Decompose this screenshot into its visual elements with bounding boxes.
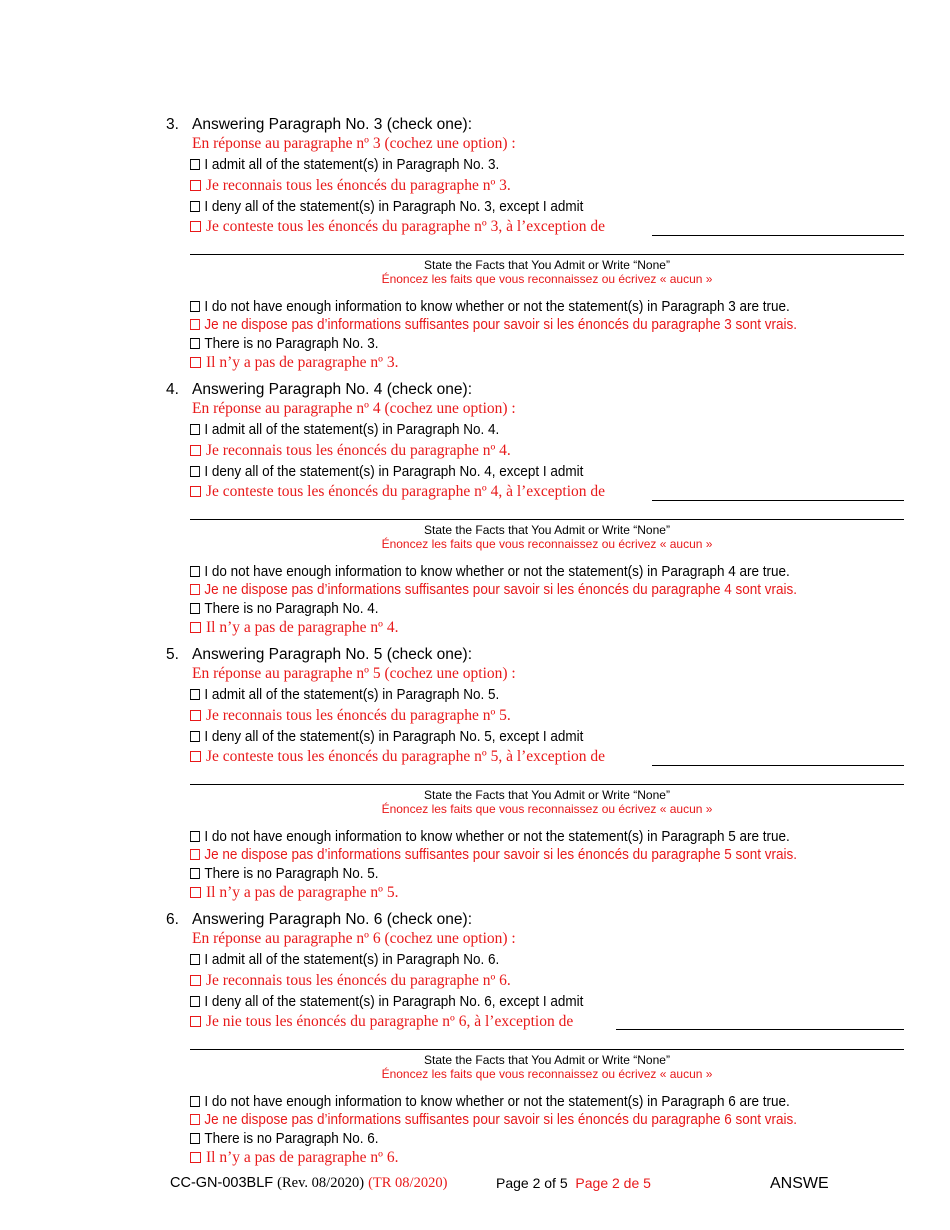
no-paragraph-option[interactable]: There is no Paragraph No. 4.: [190, 600, 379, 618]
page-number: Page 2 of 5 Page 2 de 5: [496, 1175, 651, 1191]
facts-caption-fr: Énoncez les faits que vous reconnaissez ou écrivez « aucun »: [381, 1067, 713, 1081]
question-label-fr: En réponse au paragraphe nº 3 (cochez une option) :: [192, 135, 516, 152]
no-paragraph-option-fr[interactable]: Il n’y a pas de paragraphe nº 3.: [190, 354, 398, 372]
admit-all-option-fr[interactable]: Je reconnais tous les énoncés du paragraphe nº 4.: [190, 442, 511, 460]
facts-caption-fr: Énoncez les faits que vous reconnaissez ou écrivez « aucun »: [381, 272, 713, 286]
checkbox[interactable]: [190, 731, 200, 742]
question-label-fr: En réponse au paragraphe nº 5 (cochez une option) :: [192, 665, 516, 682]
no-info-option-fr[interactable]: Je ne dispose pas d’informations suffisantes pour savoir si les énoncés du paragraphe 6 sont vrais.: [190, 1111, 797, 1129]
admitted-facts-field[interactable]: [616, 1029, 904, 1030]
no-info-option[interactable]: I do not have enough information to know whether or not the statement(s) in Paragraph 6 are true.: [190, 1093, 790, 1111]
item-number: 5.: [166, 646, 179, 663]
no-info-option-fr[interactable]: Je ne dispose pas d’informations suffisantes pour savoir si les énoncés du paragraphe 5 sont vrais.: [190, 846, 797, 864]
no-paragraph-option-fr[interactable]: Il n’y a pas de paragraphe nº 6.: [190, 1149, 398, 1167]
checkbox[interactable]: [190, 751, 201, 762]
checkbox[interactable]: [190, 159, 200, 170]
page-number-fr: Page 2 de 5: [575, 1175, 651, 1191]
checkbox[interactable]: [190, 603, 200, 614]
item-number: 3.: [166, 116, 179, 133]
no-paragraph-option[interactable]: There is no Paragraph No. 6.: [190, 1130, 379, 1148]
admit-all-option-fr[interactable]: Je reconnais tous les énoncés du paragraphe nº 6.: [190, 972, 511, 990]
admitted-facts-field-line-2[interactable]: [190, 1049, 904, 1050]
checkbox[interactable]: [190, 689, 200, 700]
no-info-option[interactable]: I do not have enough information to know whether or not the statement(s) in Paragraph 3 are true.: [190, 298, 790, 316]
no-paragraph-option-fr[interactable]: Il n’y a pas de paragraphe nº 5.: [190, 884, 398, 902]
question-label: Answering Paragraph No. 6 (check one):: [192, 911, 473, 928]
form-title: ANSWE: [770, 1175, 829, 1192]
admit-all-option[interactable]: I admit all of the statement(s) in Paragraph No. 5.: [190, 686, 499, 704]
checkbox[interactable]: [190, 1114, 200, 1125]
admit-all-option-fr[interactable]: Je reconnais tous les énoncés du paragraphe nº 5.: [190, 707, 511, 725]
checkbox[interactable]: [190, 1096, 200, 1107]
form-translation-revision: (TR 08/2020): [368, 1175, 448, 1191]
deny-all-option-fr[interactable]: Je conteste tous les énoncés du paragraphe nº 5, à l’exception de: [190, 748, 605, 766]
facts-caption: State the Facts that You Admit or Write “None”: [424, 523, 670, 537]
no-paragraph-option[interactable]: There is no Paragraph No. 5.: [190, 865, 379, 883]
admit-all-option[interactable]: I admit all of the statement(s) in Paragraph No. 4.: [190, 421, 499, 439]
no-info-option[interactable]: I do not have enough information to know whether or not the statement(s) in Paragraph 5 are true.: [190, 828, 790, 846]
checkbox[interactable]: [190, 975, 201, 986]
checkbox[interactable]: [190, 1016, 201, 1027]
checkbox[interactable]: [190, 887, 201, 898]
question-label-fr: En réponse au paragraphe nº 4 (cochez une option) :: [192, 400, 516, 417]
admitted-facts-field-line-2[interactable]: [190, 254, 904, 255]
checkbox[interactable]: [190, 180, 201, 191]
admitted-facts-field-line-2[interactable]: [190, 784, 904, 785]
checkbox[interactable]: [190, 486, 201, 497]
facts-caption: State the Facts that You Admit or Write “None”: [424, 788, 670, 802]
admit-all-option[interactable]: I admit all of the statement(s) in Paragraph No. 6.: [190, 951, 499, 969]
checkbox[interactable]: [190, 221, 201, 232]
facts-caption: State the Facts that You Admit or Write “None”: [424, 258, 670, 272]
checkbox[interactable]: [190, 954, 200, 965]
deny-all-option[interactable]: I deny all of the statement(s) in Paragraph No. 5, except I admit: [190, 728, 583, 746]
no-paragraph-option-fr[interactable]: Il n’y a pas de paragraphe nº 4.: [190, 619, 398, 637]
no-paragraph-option[interactable]: There is no Paragraph No. 3.: [190, 335, 379, 353]
checkbox[interactable]: [190, 996, 200, 1007]
question-label: Answering Paragraph No. 5 (check one):: [192, 646, 473, 663]
facts-caption-fr: Énoncez les faits que vous reconnaissez ou écrivez « aucun »: [381, 802, 713, 816]
checkbox[interactable]: [190, 424, 200, 435]
checkbox[interactable]: [190, 566, 200, 577]
admitted-facts-field-line-2[interactable]: [190, 519, 904, 520]
checkbox[interactable]: [190, 1133, 200, 1144]
checkbox[interactable]: [190, 849, 200, 860]
checkbox[interactable]: [190, 445, 201, 456]
question-label: Answering Paragraph No. 3 (check one):: [192, 116, 473, 133]
no-info-option-fr[interactable]: Je ne dispose pas d’informations suffisantes pour savoir si les énoncés du paragraphe 4 sont vrais.: [190, 581, 797, 599]
deny-all-option-fr[interactable]: Je conteste tous les énoncés du paragraphe nº 3, à l’exception de: [190, 218, 605, 236]
item-number: 4.: [166, 381, 179, 398]
checkbox[interactable]: [190, 301, 200, 312]
question-label: Answering Paragraph No. 4 (check one):: [192, 381, 473, 398]
checkbox[interactable]: [190, 584, 200, 595]
admitted-facts-field[interactable]: [652, 500, 904, 501]
checkbox[interactable]: [190, 868, 200, 879]
deny-all-option-fr[interactable]: Je conteste tous les énoncés du paragraphe nº 4, à l’exception de: [190, 483, 605, 501]
checkbox[interactable]: [190, 1152, 201, 1163]
checkbox[interactable]: [190, 319, 200, 330]
admitted-facts-field[interactable]: [652, 765, 904, 766]
checkbox[interactable]: [190, 622, 201, 633]
deny-all-option[interactable]: I deny all of the statement(s) in Paragraph No. 3, except I admit: [190, 198, 583, 216]
checkbox[interactable]: [190, 466, 200, 477]
no-info-option[interactable]: I do not have enough information to know whether or not the statement(s) in Paragraph 4 are true.: [190, 563, 790, 581]
admitted-facts-field[interactable]: [652, 235, 904, 236]
item-number: 6.: [166, 911, 179, 928]
form-id: CC-GN-003BLF: [170, 1175, 274, 1191]
form-revision: (Rev. 08/2020): [277, 1175, 365, 1191]
facts-caption: State the Facts that You Admit or Write “None”: [424, 1053, 670, 1067]
checkbox[interactable]: [190, 201, 200, 212]
facts-caption-fr: Énoncez les faits que vous reconnaissez ou écrivez « aucun »: [381, 537, 713, 551]
deny-all-option-fr[interactable]: Je nie tous les énoncés du paragraphe nº 6, à l’exception de: [190, 1013, 573, 1031]
admit-all-option-fr[interactable]: Je reconnais tous les énoncés du paragraphe nº 3.: [190, 177, 511, 195]
admit-all-option[interactable]: I admit all of the statement(s) in Paragraph No. 3.: [190, 156, 499, 174]
checkbox[interactable]: [190, 831, 200, 842]
deny-all-option[interactable]: I deny all of the statement(s) in Paragraph No. 6, except I admit: [190, 993, 583, 1011]
no-info-option-fr[interactable]: Je ne dispose pas d’informations suffisantes pour savoir si les énoncés du paragraphe 3 sont vrais.: [190, 316, 797, 334]
checkbox[interactable]: [190, 357, 201, 368]
deny-all-option[interactable]: I deny all of the statement(s) in Paragraph No. 4, except I admit: [190, 463, 583, 481]
checkbox[interactable]: [190, 710, 201, 721]
checkbox[interactable]: [190, 338, 200, 349]
footer: [170, 1175, 447, 1192]
question-label-fr: En réponse au paragraphe nº 6 (cochez une option) :: [192, 930, 516, 947]
